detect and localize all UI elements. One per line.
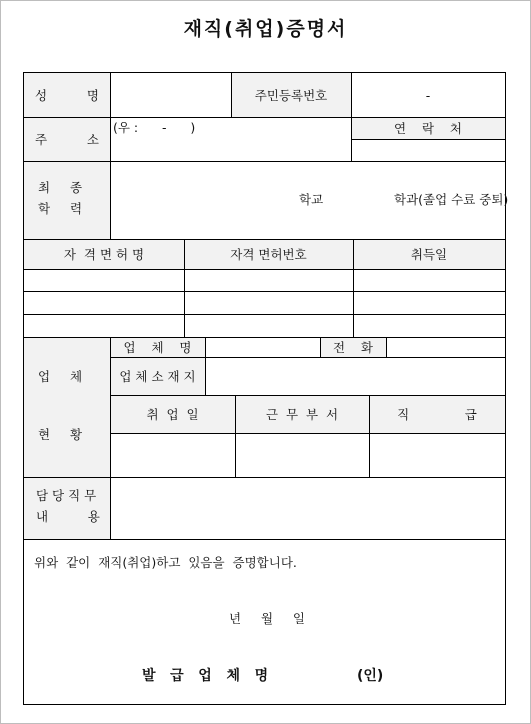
- education-label-cell: [24, 161, 110, 239]
- seal-mark: (인): [357, 668, 384, 684]
- license-date-header: 취득일: [410, 246, 448, 262]
- company-name-label: 업 체 명: [123, 339, 192, 355]
- issue-date: 년 월 일: [229, 611, 305, 626]
- postal-code[interactable]: (우 : - ): [113, 120, 196, 135]
- license-number-header: 자격 면허번호: [230, 246, 307, 262]
- company-name-value[interactable]: [205, 337, 320, 357]
- company-phone-value[interactable]: [386, 337, 505, 357]
- resident-no-label: 주민등록번호: [254, 87, 328, 103]
- duties-label-cell: [24, 477, 110, 539]
- education-label-bottom: 학 력: [38, 201, 83, 216]
- company-label-bottom: 현 황: [38, 427, 83, 442]
- company-phone-label: 전 화: [332, 339, 374, 355]
- resident-no-dash[interactable]: -: [425, 87, 431, 103]
- duties-label-bottom: 내 용: [36, 509, 100, 524]
- license-name-header: 자 격 면 허 명: [63, 246, 145, 262]
- company-address-value[interactable]: [205, 357, 505, 395]
- department-header: 근 무 부 서: [265, 406, 339, 422]
- position-header: 직 급: [397, 406, 477, 422]
- address-label: 주 소: [35, 131, 99, 147]
- document-title: 재직(취업)증명서: [183, 18, 348, 40]
- school-suffix: 학교: [299, 192, 324, 207]
- duties-label-top: 담 당 직 무: [36, 488, 97, 503]
- name-label: 성 명: [35, 87, 99, 103]
- contact-value[interactable]: [351, 139, 505, 161]
- major-suffix: 학과(졸업 수료 중퇴): [394, 192, 509, 207]
- contact-label: 연 락 처: [393, 120, 462, 136]
- issuing-company-label: 발 급 업 체 명: [142, 668, 269, 684]
- duties-value[interactable]: [110, 477, 505, 539]
- company-label-top: 업 체: [38, 369, 83, 384]
- employment-date-header: 취 업 일: [146, 406, 199, 422]
- company-label-cell: [24, 337, 110, 477]
- company-address-label: 업 체 소 재 지: [119, 368, 196, 384]
- certificate-form: [23, 72, 509, 705]
- name-value[interactable]: [110, 73, 231, 117]
- certification-statement: 위와 같이 재직(취업)하고 있음을 증명합니다.: [34, 555, 297, 570]
- education-label-top: 최 종: [38, 180, 83, 195]
